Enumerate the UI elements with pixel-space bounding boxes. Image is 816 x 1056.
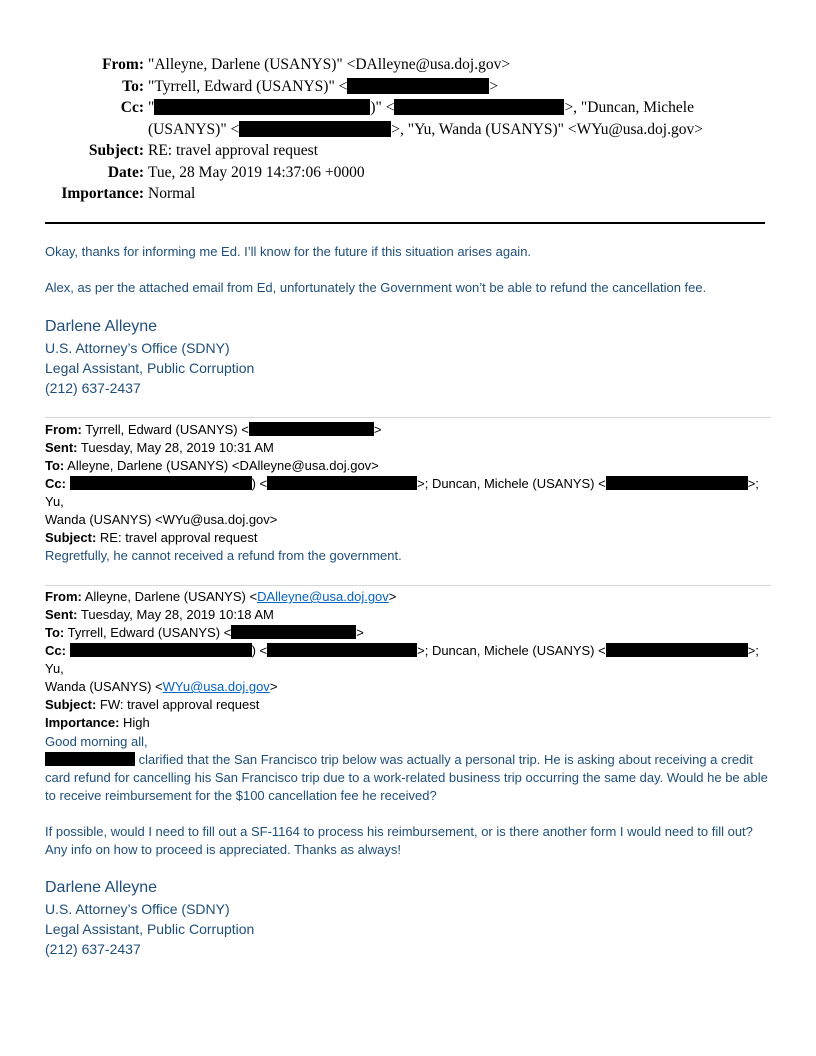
msg2-cc-line2-suffix: > [269, 679, 278, 694]
msg1-cc-label: Cc: [45, 476, 66, 491]
signature-title: Legal Assistant, Public Corruption [45, 921, 255, 937]
header-date-value: Tue, 28 May 2019 14:37:06 +0000 [148, 163, 365, 181]
msg2-paragraph-1 [45, 751, 771, 805]
msg2-to-line [45, 624, 771, 642]
redaction-block [267, 476, 417, 490]
msg1-cc-part: ) < [251, 476, 268, 491]
header-to-label: To: [122, 77, 144, 95]
msg2-cc-line-2 [45, 678, 771, 696]
msg2-sent-value: Tuesday, May 28, 2019 10:18 AM [77, 607, 274, 622]
msg2-cc-part: >; Duncan, Michele (USANYS) < [417, 643, 606, 658]
header-importance-row [40, 183, 740, 205]
msg2-from-prefix: Alleyne, Darlene (USANYS) < [81, 589, 258, 604]
message-separator [45, 417, 771, 418]
msg1-to-label: To: [45, 458, 65, 473]
header-subject-label: Subject: [88, 142, 144, 159]
msg2-para1-rest: card refund for cancelling his San Francisco trip due to a work-related business trip occurring the same day. Would he be able to receive reimbursement for the $100 cancellation fee he received? [45, 770, 768, 803]
msg1-sent-value: Tuesday, May 28, 2019 10:31 AM [77, 440, 274, 455]
redaction-block [45, 752, 135, 766]
msg1-cc-part: >; Duncan, Michele (USANYS) < [417, 476, 606, 491]
msg1-to-line [45, 457, 771, 475]
quoted-message-2 [45, 588, 771, 732]
header-cc-label: Cc: [120, 99, 144, 116]
msg1-cc-line [45, 475, 771, 511]
msg1-body: Regretfully, he cannot received a refund from the government. [45, 548, 402, 563]
msg2-to-label: To: [45, 625, 65, 640]
redaction-block [239, 121, 391, 137]
redaction-block [249, 422, 374, 436]
msg2-to-prefix: Tyrrell, Edward (USANYS) < [64, 625, 232, 640]
msg1-subject-line [45, 529, 771, 547]
msg1-from-prefix: Tyrrell, Edward (USANYS) < [81, 422, 249, 437]
msg1-from-suffix: > [373, 422, 382, 437]
header-cc-row [40, 97, 740, 140]
signature-title: Legal Assistant, Public Corruption [45, 360, 255, 376]
header-importance-value: Normal [148, 185, 196, 202]
signature-phone: (212) 637-2437 [45, 380, 141, 396]
signature-block-2 [45, 877, 771, 959]
msg2-subject-value: FW: travel approval request [96, 697, 260, 712]
redaction-block [70, 643, 252, 657]
msg2-importance-label: Importance: [45, 715, 120, 730]
reply-line-1: Okay, thanks for informing me Ed. I’ll know for the future if this situation arises again. [45, 244, 532, 259]
msg1-sent-label: Sent: [45, 440, 78, 455]
msg1-from-line [45, 421, 771, 439]
msg1-cc-line-2: Wanda (USANYS) <WYu@usa.doj.gov> [45, 512, 278, 527]
signature-block [45, 316, 771, 398]
header-divider [45, 222, 765, 224]
msg2-body [45, 733, 771, 859]
message-separator [45, 585, 771, 586]
msg2-cc-line [45, 642, 771, 678]
redaction-block [606, 476, 748, 490]
signature-name: Darlene Alleyne [45, 318, 158, 335]
header-cc-part: (USANYS)" < [148, 120, 240, 138]
msg1-sent-line [45, 439, 771, 457]
header-subject-value: RE: travel approval request [148, 142, 319, 159]
msg2-importance-line [45, 714, 771, 732]
header-to-suffix: > [489, 77, 499, 95]
header-to-row [40, 76, 740, 98]
header-cc-part: >, "Duncan, Michele [564, 99, 694, 116]
redaction-block [70, 476, 252, 490]
reply-line-2: Alex, as per the attached email from Ed, unfortunately the Government won’t be able to refund the cancellation fee. [45, 280, 707, 295]
msg2-cc-line2-prefix: Wanda (USANYS) < [45, 679, 163, 694]
signature-office: U.S. Attorney’s Office (SDNY) [45, 901, 230, 917]
msg2-importance-value: High [119, 715, 150, 730]
msg2-to-suffix: > [356, 625, 364, 640]
redaction-block [606, 643, 748, 657]
msg2-sent-line [45, 606, 771, 624]
header-cc-value [148, 97, 740, 140]
redaction-block [347, 78, 489, 94]
msg2-sent-label: Sent: [45, 607, 78, 622]
msg1-to-value: Alleyne, Darlene (USANYS) <DAlleyne@usa.doj.gov> [64, 458, 379, 473]
signature-name: Darlene Alleyne [45, 879, 158, 896]
msg2-from-suffix: > [388, 589, 397, 604]
msg2-cc-label: Cc: [45, 643, 66, 658]
quoted-message-1 [45, 421, 771, 547]
header-date-row [40, 162, 740, 184]
msg1-subject-value: RE: travel approval request [96, 530, 258, 545]
redaction-block [394, 99, 564, 115]
msg1-cc-part: >; Yu, [45, 476, 759, 509]
header-from-value: "Alleyne, Darlene (USANYS)" <DAlleyne@usa.doj.gov> [148, 56, 511, 73]
signature-office: U.S. Attorney’s Office (SDNY) [45, 340, 230, 356]
msg2-cc-part: >; Yu, [45, 643, 759, 676]
signature-phone: (212) 637-2437 [45, 941, 141, 957]
header-from-label: From: [102, 56, 144, 73]
msg2-cc-part: ) < [251, 643, 268, 658]
header-cc-part: " [148, 99, 155, 116]
msg1-from-label: From: [45, 422, 82, 437]
msg2-paragraph-2: If possible, would I need to fill out a SF-1164 to process his reimbursement, or is there another form I would need to fill out? Any info on how to proceed is appreciated. Thanks as always! [45, 824, 753, 857]
email-header [40, 54, 740, 205]
msg2-from-email-link[interactable]: DAlleyne@usa.doj.gov [257, 589, 389, 604]
header-importance-label: Importance: [61, 185, 144, 202]
redaction-block [154, 99, 370, 115]
msg2-subject-label: Subject: [45, 697, 97, 712]
msg2-from-label: From: [45, 589, 82, 604]
header-date-label: Date: [107, 163, 144, 181]
redaction-block [267, 643, 417, 657]
msg2-greeting: Good morning all, [45, 734, 148, 749]
msg2-from-line [45, 588, 771, 606]
header-to-value [148, 76, 740, 98]
spacer [45, 805, 771, 823]
header-cc-part: )" < [370, 99, 395, 116]
msg2-cc-email-link[interactable]: WYu@usa.doj.gov [162, 679, 270, 694]
msg1-subject-label: Subject: [45, 530, 97, 545]
header-cc-part: >, "Yu, Wanda (USANYS)" <WYu@usa.doj.gov> [391, 120, 703, 138]
msg2-para1-first: clarified that the San Francisco trip below was actually a personal trip. He is asking about receiving a credit [135, 752, 753, 767]
header-from-row [40, 54, 740, 76]
header-subject-row [40, 140, 740, 162]
msg2-subject-line [45, 696, 771, 714]
redaction-block [231, 625, 356, 639]
header-to-prefix: "Tyrrell, Edward (USANYS)" < [148, 77, 348, 95]
